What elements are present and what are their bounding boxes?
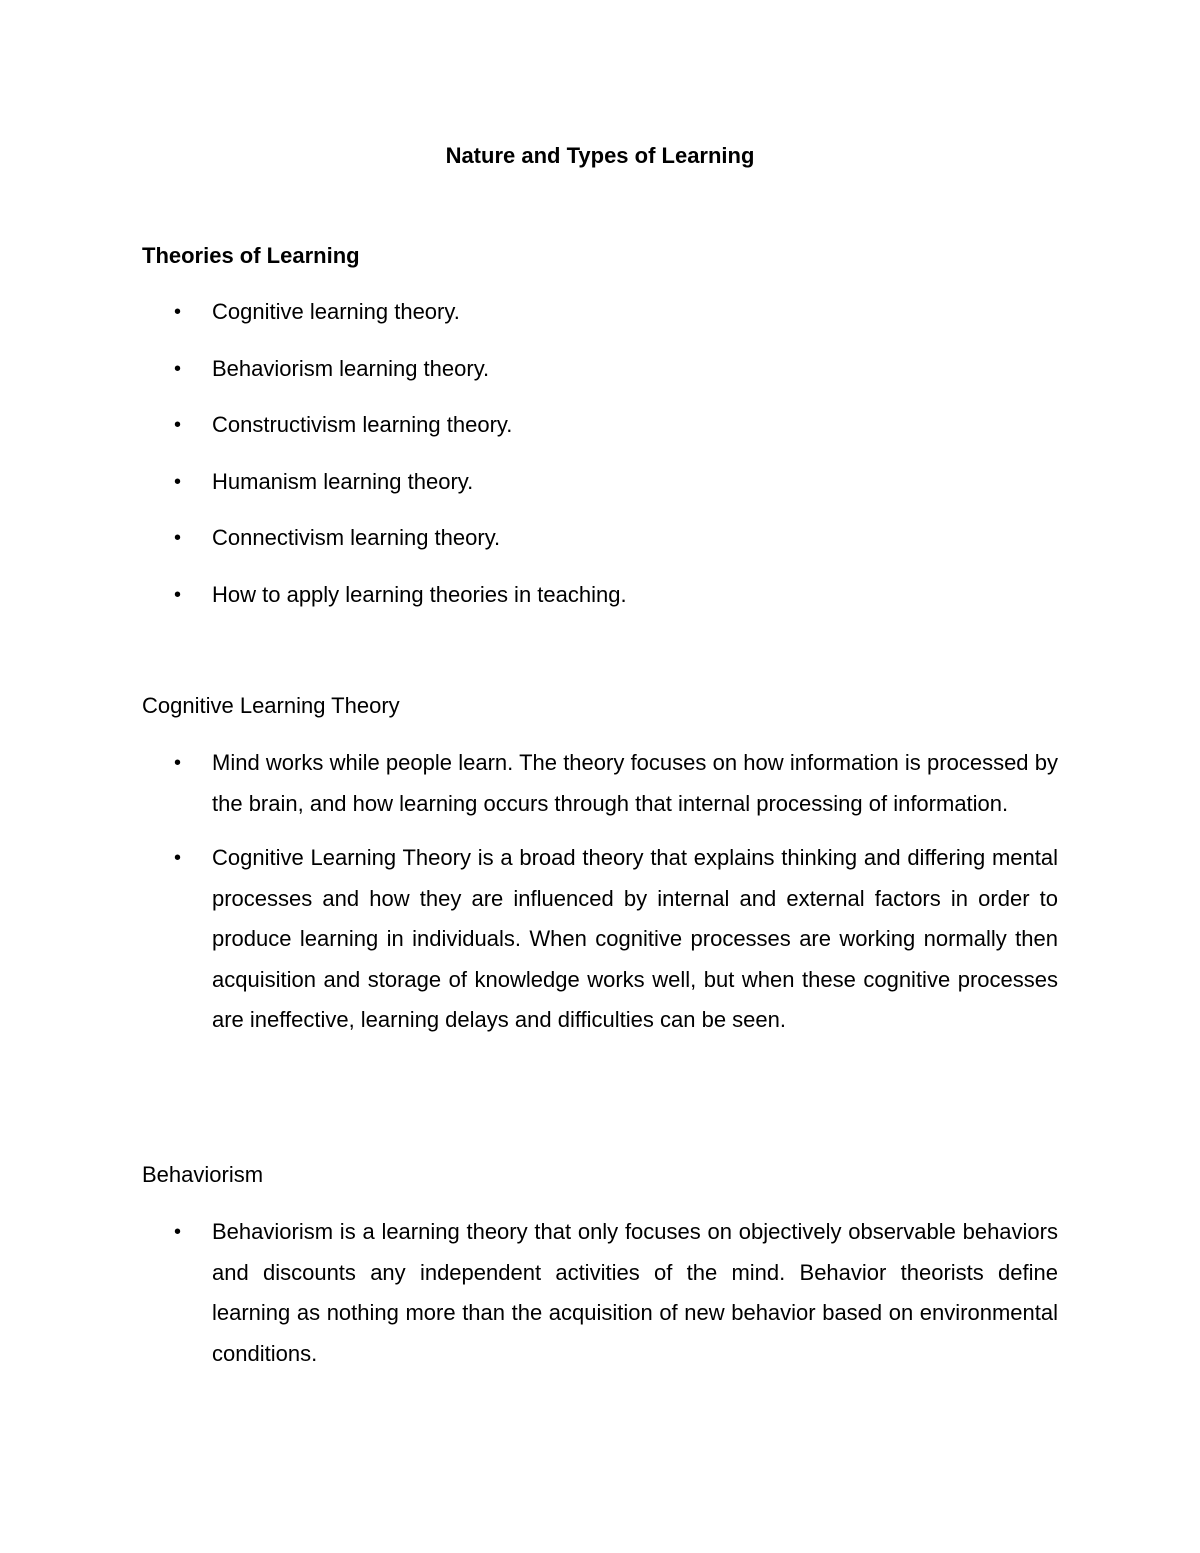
list-item [142, 518, 1058, 559]
list-item-text: Humanism learning theory. [212, 468, 474, 494]
list-item [142, 1212, 1058, 1374]
bullet-icon: • [174, 470, 182, 493]
bullet-icon: • [174, 1221, 182, 1243]
list-item-text: Behaviorism learning theory. [212, 355, 490, 381]
list-item [142, 838, 1058, 1041]
bullet-icon: • [174, 414, 182, 436]
list-item [142, 575, 1058, 616]
list-item [142, 349, 1058, 390]
list-item [142, 462, 1058, 503]
document-title: Nature and Types of Learning [445, 143, 755, 168]
list-item [142, 292, 1058, 333]
list-item-text: Cognitive Learning Theory is a broad theory that explains thinking and differing mental processes and how they are influenced by internal and external factors in order to produce learning in individuals. When cognitive processes are working normally then acquisition and storage of knowledge works well, but when these cognitive processes are ineffective, learning delays and difficulties can be seen. [212, 845, 1058, 1032]
list-item-text: Mind works while people learn. The theory focuses on how information is processed by the brain, and how learning occurs through that internal processing of information. [212, 750, 1058, 816]
cognitive-list [142, 743, 1058, 1055]
theories-heading: Theories of Learning [142, 243, 360, 268]
list-item-text: Behaviorism is a learning theory that only focuses on objectively observable behaviors and discounts any independent activities of the mind. Behavior theorists define learning as nothing more than the acquisition of new behavior based on environmental conditions. [212, 1219, 1058, 1366]
list-item-text: Cognitive learning theory. [212, 299, 460, 324]
bullet-icon: • [174, 527, 182, 549]
list-item-text: Constructivism learning theory. [212, 412, 513, 437]
bullet-icon: • [174, 583, 182, 606]
bullet-icon: • [174, 752, 182, 774]
behaviorism-list [142, 1212, 1058, 1374]
bullet-icon: • [174, 847, 182, 869]
behaviorism-heading: Behaviorism [142, 1162, 264, 1187]
list-item-text: How to apply learning theories in teaching. [212, 581, 627, 607]
theories-list [142, 292, 1058, 631]
cognitive-heading: Cognitive Learning Theory [142, 693, 400, 718]
bullet-icon: • [174, 301, 182, 323]
list-item-text: Connectivism learning theory. [212, 525, 501, 550]
list-item [142, 405, 1058, 446]
bullet-icon: • [174, 357, 182, 380]
list-item [142, 743, 1058, 824]
